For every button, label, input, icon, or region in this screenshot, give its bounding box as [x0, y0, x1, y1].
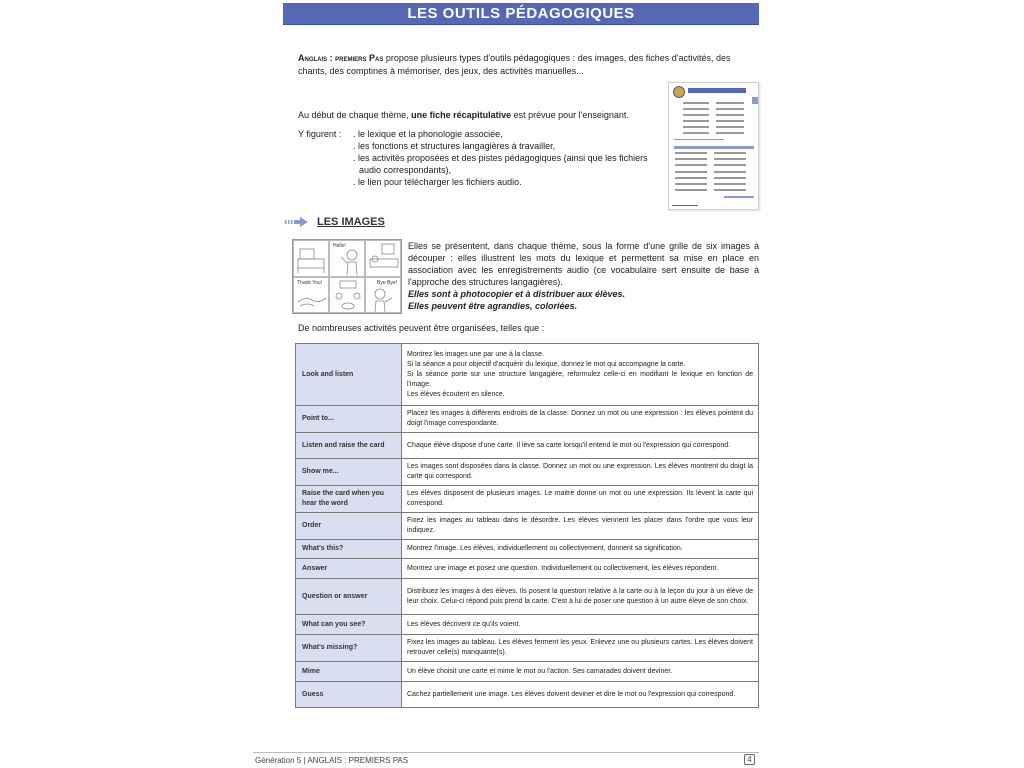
thumbnail-line: [675, 171, 707, 173]
table-row: [296, 635, 759, 662]
activity-description-line: Montrez les images une par une à la classe.: [407, 350, 544, 358]
table-row: [296, 682, 759, 708]
window-bed-icon: [366, 241, 401, 277]
activity-description-line: Fixez les images au tableau. Les élèves ferment les yeux. Enlevez une ou plusieurs cartes. Les élèves doivent retrouver celle(s) manquante(s).: [407, 639, 753, 656]
table-row: [296, 662, 759, 682]
thumbnail-band: [674, 146, 754, 149]
thumbnail-line: [683, 126, 709, 128]
thumbnail-line: [675, 183, 707, 185]
thumbnail-band: [724, 196, 754, 198]
thumbnail-line: [683, 108, 709, 110]
activity-name: What can you see?: [296, 615, 402, 635]
recap-sheet-thumbnail: [668, 82, 759, 210]
image-grid: [292, 239, 402, 314]
family-icon: [330, 278, 365, 314]
brand-name: Anglais : premiers Pas: [298, 53, 384, 63]
bed-icon: [294, 241, 329, 277]
activity-description-line: Un élève choisit une carte et mime le mot ou l'action. Ses camarades doivent deviner.: [407, 667, 673, 675]
thumbnail-line: [675, 189, 707, 191]
footer-divider: [253, 752, 759, 753]
images-note-enlarge: Elles peuvent être agrandies, coloriées.: [408, 301, 578, 311]
activity-name: Listen and raise the card: [296, 433, 402, 459]
image-caption: Bye Bye!: [376, 279, 397, 286]
recap-bold: une fiche récapitulative: [411, 110, 512, 120]
activity-description-line: Si la séance porte sur une structure langagière, reformulez celle-ci en modifiant le lexique en fonction de l'image.: [407, 370, 753, 388]
activity-description: [402, 682, 759, 708]
thumbnail-footer: [672, 205, 698, 206]
activity-name: Mime: [296, 662, 402, 682]
activity-description: [402, 662, 759, 682]
intro-paragraph: [285, 52, 759, 78]
table-row: [296, 540, 759, 559]
thumbnail-header: [688, 88, 746, 93]
recap-after: est prévue pour l'enseignant.: [511, 110, 629, 120]
table-row: [296, 513, 759, 540]
logo-icon: [673, 86, 685, 98]
activity-description: [402, 540, 759, 559]
recap-item: . le lien pour télécharger les fichiers audio.: [353, 177, 522, 187]
thumbnail-line: [675, 152, 707, 154]
figurent-label: Y figurent :: [298, 129, 342, 139]
thumbnail-badge: [752, 97, 758, 104]
image-caption: Hello!: [333, 243, 346, 249]
thumbnail-line: [716, 132, 744, 134]
image-card-sleep: [365, 240, 401, 277]
activity-description: [402, 513, 759, 540]
arrow-right-icon: [285, 217, 309, 227]
images-note-photocopy: Elles sont à photocopier et à distribuer aux élèves.: [408, 289, 626, 299]
activity-description-line: Cachez partiellement une image. Les élèves doivent deviner et dire le mot ou l'expression qui correspond.: [407, 690, 736, 698]
table-row: [296, 344, 759, 406]
activity-name: Show me...: [296, 459, 402, 486]
table-row: [296, 433, 759, 459]
thumbnail-line: [714, 189, 746, 191]
activity-description-line: Fixez les images au tableau dans le désordre. Les élèves viennent les placer dans l'ordre que vous leur indiquez.: [407, 517, 753, 534]
image-card-bed: [293, 240, 329, 277]
recap-sentence: [298, 109, 658, 121]
recap-item: . le lexique et la phonologie associée,: [353, 129, 503, 139]
activity-name: What's missing?: [296, 635, 402, 662]
recap-list: [352, 128, 662, 188]
table-row: [296, 406, 759, 433]
thumbnail-line: [714, 177, 746, 179]
recap-item: . les fonctions et structures langagières à travailler,: [353, 141, 556, 151]
thumbnail-line: [714, 164, 746, 166]
thumbnail-line: [714, 152, 746, 154]
activity-description-line: Les élèves écoutent en silence.: [407, 390, 505, 398]
activity-name: Look and listen: [296, 344, 402, 406]
activity-name: Point to...: [296, 406, 402, 433]
table-row: [296, 559, 759, 579]
thumbnail-line: [716, 120, 744, 122]
activity-name: Order: [296, 513, 402, 540]
activity-description: [402, 615, 759, 635]
page-number: 4: [744, 754, 755, 765]
thumbnail-line: [714, 183, 746, 185]
thumbnail-line: [675, 164, 707, 166]
recap-before: Au début de chaque thème,: [298, 110, 412, 120]
activity-name: Raise the card when you hear the word: [296, 486, 402, 513]
activity-description-line: Montrez une image et posez une question. Individuellement ou collectivement, les élèves répondent.: [407, 564, 719, 572]
activity-description: [402, 559, 759, 579]
thumbnail-line: [716, 126, 744, 128]
footer-text: Génération 5 | ANGLAIS : PREMIERS PAS: [255, 756, 409, 765]
thumbnail-line: [683, 132, 709, 134]
recap-item: . les activités proposées et des pistes pédagogiques (ainsi que les fichiers audio correspondants),: [353, 153, 648, 175]
thumbnail-line: [674, 139, 724, 140]
activities-intro: De nombreuses activités peuvent être organisées, telles que :: [298, 323, 545, 333]
image-card-bye-bye: [365, 277, 401, 314]
activity-description: [402, 579, 759, 615]
image-card-thank-you: [293, 277, 329, 314]
intro-text: propose plusieurs types d'outils pédagogiques : des images, des fiches d'activités, des chants, des comptines à mémoriser, des jeux, des activités manuelles...: [298, 53, 731, 76]
activity-description: [402, 406, 759, 433]
activity-description-line: Les images sont disposées dans la classe. Donnez un mot ou une expression. Les élèves montrent du doigt la carte qui correspond.: [407, 463, 753, 480]
activity-name: What's this?: [296, 540, 402, 559]
activities-table: [295, 343, 759, 708]
activity-description: [402, 486, 759, 513]
thumbnail-line: [683, 120, 709, 122]
thumbnail-line: [683, 102, 709, 104]
table-row: [296, 615, 759, 635]
thumbnail-line: [716, 114, 744, 116]
section-title: LES IMAGES: [317, 216, 385, 228]
activity-name: Answer: [296, 559, 402, 579]
table-row: [296, 486, 759, 513]
activity-description-line: Les élèves décrivent ce qu'ils voient.: [407, 620, 521, 628]
thumbnail-line: [714, 158, 746, 160]
activity-description: [402, 433, 759, 459]
activity-name: Question or answer: [296, 579, 402, 615]
thumbnail-line: [675, 158, 707, 160]
activity-description: [402, 344, 759, 406]
section-heading-images: [285, 214, 385, 230]
activity-description: [402, 635, 759, 662]
page-title: LES OUTILS PÉDAGOGIQUES: [283, 3, 759, 25]
images-description-text: Elles se présentent, dans chaque thème, sous la forme d'une grille de six images à découper : elles illustrent les mots du lexique et permettent sa mise en place en association avec les enregistrements audio (ce vocabulaire sert ensuite de base à l'approche des structures langagières).: [408, 241, 759, 287]
activity-description-line: Si la séance a pour objectif d'acquérir du lexique, donnez le mot qui accompagne la carte.: [407, 360, 686, 368]
activity-description-line: Les élèves disposent de plusieurs images. Le maitre donne un mot ou une expression. Ils lèvent la carte qui correspond.: [407, 490, 753, 507]
activity-description-line: Distribuez les images à des élèves. Ils posent la question relative à la carte ou à la leçon du jour à un élève de leur choix. Celui-ci répond puis prend la carte. C'est à lui de poser une question à un autre élève de son choix.: [407, 587, 753, 605]
activity-description-line: Montrez l'image. Les élèves, individuellement ou collectivement, donnent sa signification.: [407, 545, 683, 552]
activity-name: Guess: [296, 682, 402, 708]
thumbnail-line: [716, 102, 744, 104]
image-card-family: [329, 277, 365, 314]
activity-description: [402, 459, 759, 486]
table-row: [296, 579, 759, 615]
thumbnail-line: [675, 177, 707, 179]
activity-description-line: Chaque élève dispose d'une carte. Il lève sa carte lorsqu'il entend le mot ou l'expression qui correspond.: [407, 441, 731, 449]
activity-description-line: Placez les images à différents endroits de la classe. Donnez un mot ou une expression : les élèves pointent du doigt l'image correspondante.: [407, 410, 753, 427]
table-row: [296, 459, 759, 486]
images-description: [408, 240, 759, 312]
image-caption: Thank You!: [297, 279, 323, 286]
thumbnail-line: [714, 171, 746, 173]
thumbnail-line: [716, 108, 744, 110]
thumbnail-line: [683, 114, 709, 116]
image-card-hello: [329, 240, 365, 277]
